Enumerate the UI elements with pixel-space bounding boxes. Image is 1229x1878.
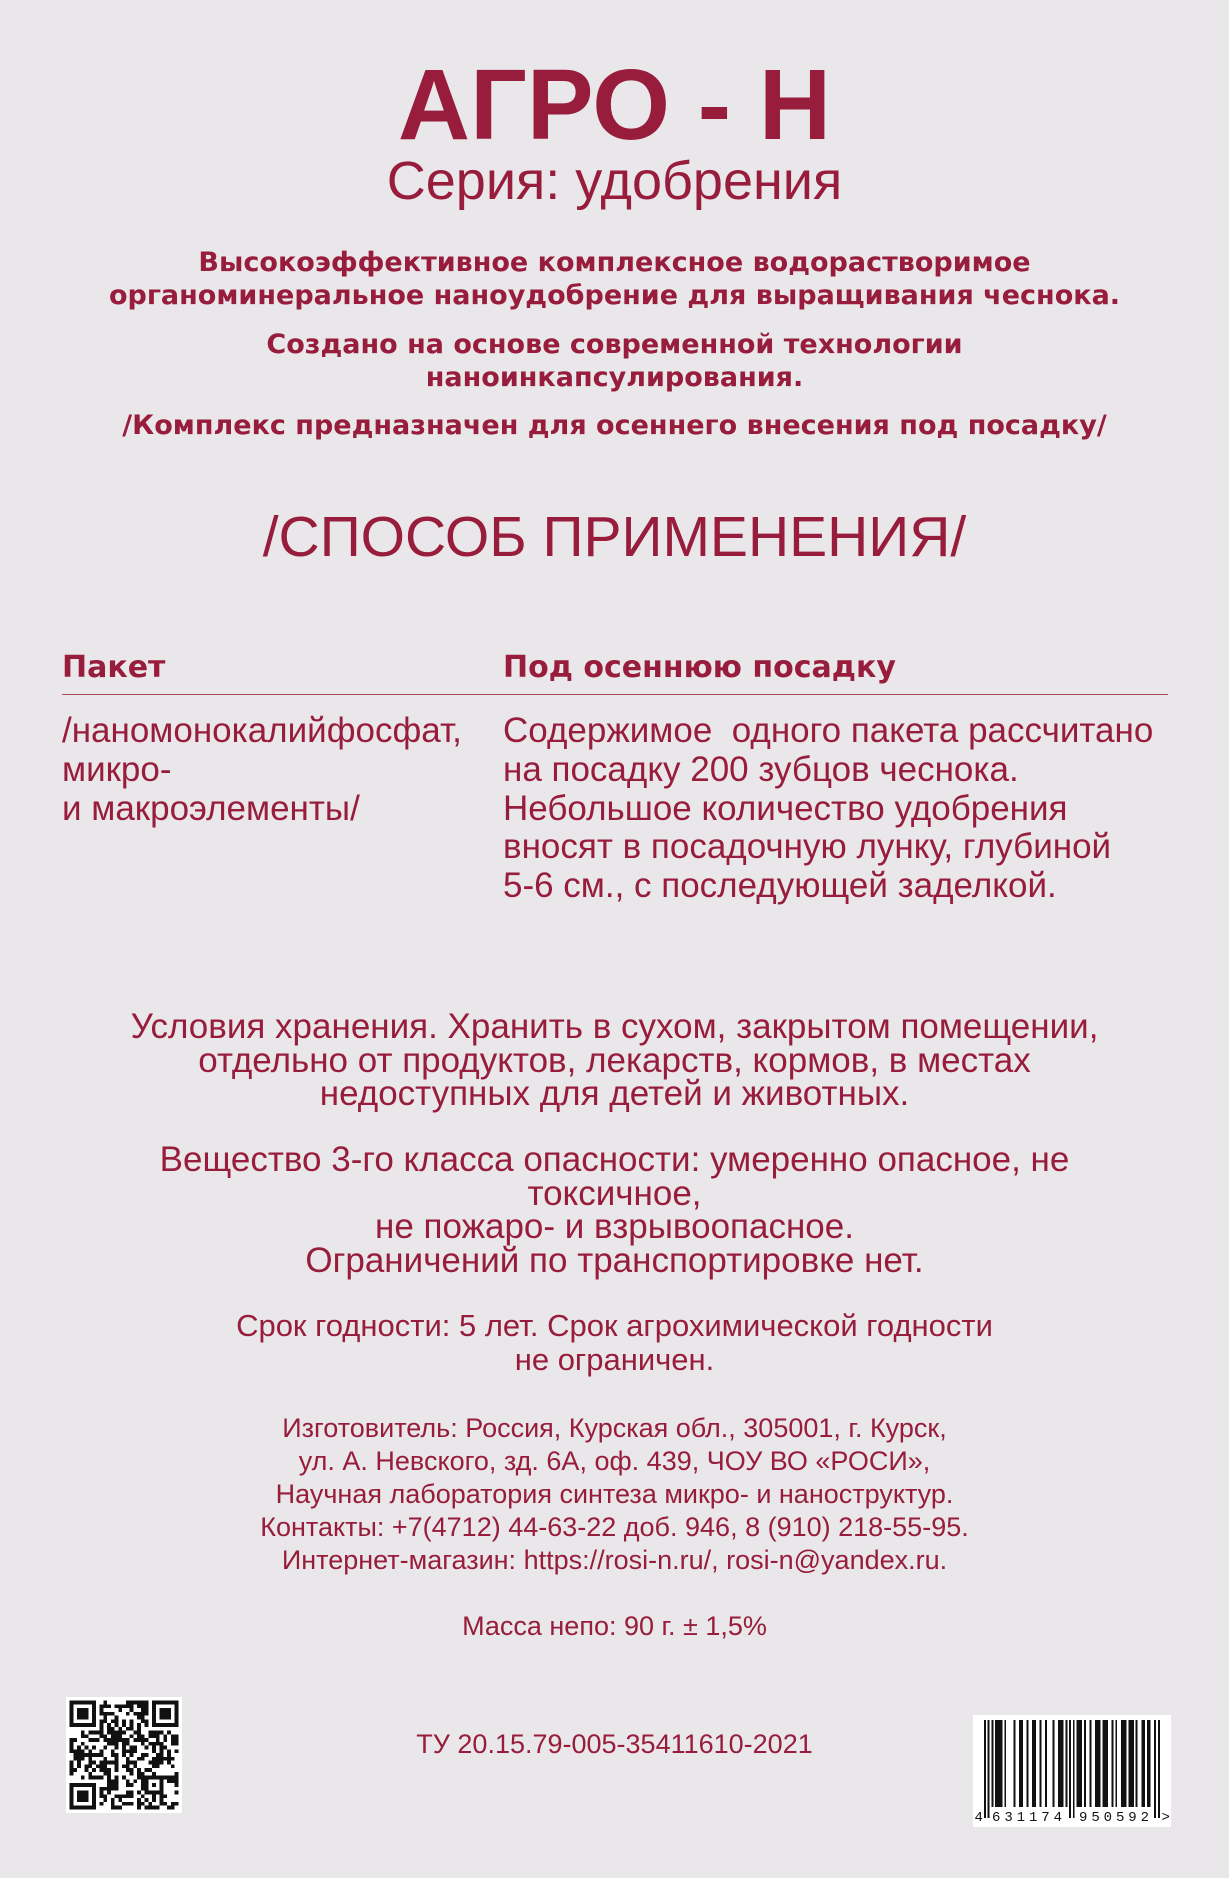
barcode-bar <box>1004 1720 1006 1807</box>
shelf-life <box>0 1309 1229 1376</box>
technology-line: наноинкапсулирования. <box>425 361 804 393</box>
technical-standard-text: ТУ 20.15.79-005-35411610-2021 <box>416 1729 813 1759</box>
barcode-bar <box>1089 1720 1091 1807</box>
barcode-bar <box>1141 1720 1145 1807</box>
barcode-bar <box>1128 1720 1134 1807</box>
composition-line: микро- <box>62 749 172 789</box>
storage-line: Условия хранения. Хранить в сухом, закрытом помещении, <box>130 1007 1099 1046</box>
barcode-bar <box>1095 1720 1101 1807</box>
barcode-bar <box>991 1720 993 1807</box>
instruction-line: на посадку 200 зубцов чеснока. <box>503 749 1019 789</box>
barcode-bar <box>1115 1720 1117 1807</box>
barcode-bar <box>995 1720 1002 1807</box>
hazard-line: не пожаро- и взрывоопасное. <box>375 1207 854 1246</box>
description-line: органоминеральное наноудобрение для выращивания чеснока. <box>108 279 1121 311</box>
barcode-bar <box>1121 1720 1127 1807</box>
purpose-line: /Комплекс предназначен для осеннего внесения под посадку/ <box>122 410 1107 441</box>
barcode-guard-bar <box>1069 1720 1071 1818</box>
product-series-text: Серия: удобрения <box>386 151 843 211</box>
shelf-life-line: не ограничен. <box>514 1341 715 1377</box>
manufacturer-line: Научная лаборатория синтеза микро- и наноструктур. <box>275 1479 954 1509</box>
storage-line: отдельно от продуктов, лекарств, кормов, в местах <box>198 1040 1031 1080</box>
description-line: Высокоэффективное комплексное водорастворимое <box>198 247 1031 278</box>
barcode-bar <box>1032 1720 1036 1807</box>
product-title-text: АГРО - Н <box>397 49 832 161</box>
storage-line: недоступных для детей и животных. <box>319 1074 910 1113</box>
shelf-life-line: Срок годности: 5 лет. Срок агрохимической годности <box>236 1308 993 1343</box>
barcode-bar <box>1027 1720 1029 1807</box>
net-weight-text: Масса непо: 90 г. ± 1,5% <box>462 1611 767 1641</box>
net-weight <box>0 1610 1229 1643</box>
usage-heading <box>0 505 1229 569</box>
barcode-left-digits: 631174 <box>992 1810 1062 1826</box>
ean13-barcode <box>973 1715 1171 1827</box>
barcode-first-digit: 4 <box>974 1810 983 1826</box>
composition-cell <box>62 712 462 828</box>
qr-code-modules <box>70 1701 179 1810</box>
product-series <box>0 151 1229 211</box>
barcode-quiet-zone-marker: > <box>1161 1810 1170 1826</box>
usage-heading-text: /СПОСОБ ПРИМЕНЕНИЯ/ <box>262 505 967 569</box>
web-shop-line: Интернет-магазин: https://rosi-n.ru/, rosi-n@yandex.ru. <box>281 1545 948 1575</box>
instruction-line: Содержимое одного пакета рассчитано <box>503 711 1154 750</box>
barcode-bar <box>1136 1720 1138 1807</box>
barcode-bar <box>1084 1720 1086 1807</box>
barcode-bar <box>1058 1720 1064 1807</box>
manufacturer-line: Изготовитель: Россия, Курская обл., 305001, г. Курск, <box>282 1413 947 1443</box>
qr-code <box>66 1697 182 1813</box>
barcode-bar <box>1014 1720 1016 1807</box>
hazard-line: Ограничений по транспортировке нет. <box>305 1240 924 1280</box>
qr-code-graphic <box>66 1697 182 1813</box>
contacts-line: Контакты: +7(4712) 44-63-22 доб. 946, 8 (910) 218-55-95. <box>260 1512 969 1542</box>
barcode-graphic <box>973 1715 1171 1827</box>
barcode-right-digits: 950592 <box>1079 1810 1149 1826</box>
barcode-bar <box>1077 1720 1083 1807</box>
barcode-bar <box>1052 1720 1054 1807</box>
instructions-cell <box>503 712 1153 906</box>
hazard-class <box>0 1140 1229 1280</box>
storage-conditions <box>0 1007 1229 1113</box>
barcode-bar <box>1102 1720 1108 1807</box>
purpose-note <box>0 410 1229 443</box>
barcode-guard-bar <box>1158 1720 1160 1818</box>
technology-line: Создано на основе современной технологии <box>266 329 963 360</box>
composition-line: и макроэлементы/ <box>62 788 360 828</box>
table-header-divider <box>62 694 1168 695</box>
barcode-bar <box>1019 1720 1023 1807</box>
hazard-line: токсичное, <box>527 1173 702 1213</box>
hazard-line: Вещество 3-го класса опасности: умеренно опасное, не <box>159 1140 1070 1179</box>
barcode-bar <box>1147 1720 1151 1807</box>
barcode-guard-bar <box>988 1720 990 1818</box>
barcode-guard-bar <box>984 1720 986 1818</box>
barcode-bars <box>984 1720 1160 1818</box>
barcode-bar <box>1040 1720 1042 1807</box>
instruction-line: вносят в посадочную лунку, глубиной <box>503 827 1112 867</box>
technology-note <box>0 329 1229 394</box>
instruction-line: 5-6 см., с последующей заделкой. <box>503 866 1057 906</box>
manufacturer-info <box>0 1412 1229 1577</box>
manufacturer-line: ул. А. Невского, зд. 6А, оф. 439, ЧОУ ВО «РОСИ», <box>298 1446 931 1476</box>
barcode-bar <box>1112 1720 1114 1807</box>
product-description <box>0 247 1229 312</box>
barcode-guard-bar <box>1154 1720 1156 1818</box>
barcode-bar <box>1045 1720 1047 1807</box>
barcode-guard-bar <box>1073 1720 1075 1818</box>
composition-line: /наномонокалийфосфат, <box>62 711 462 750</box>
instruction-line: Небольшое количество удобрения <box>503 788 1068 828</box>
column-header-package: Пакет <box>62 650 166 685</box>
column-header-autumn-planting: Под осеннюю посадку <box>503 650 896 685</box>
product-title <box>0 50 1229 160</box>
barcode-bar <box>1065 1720 1067 1807</box>
